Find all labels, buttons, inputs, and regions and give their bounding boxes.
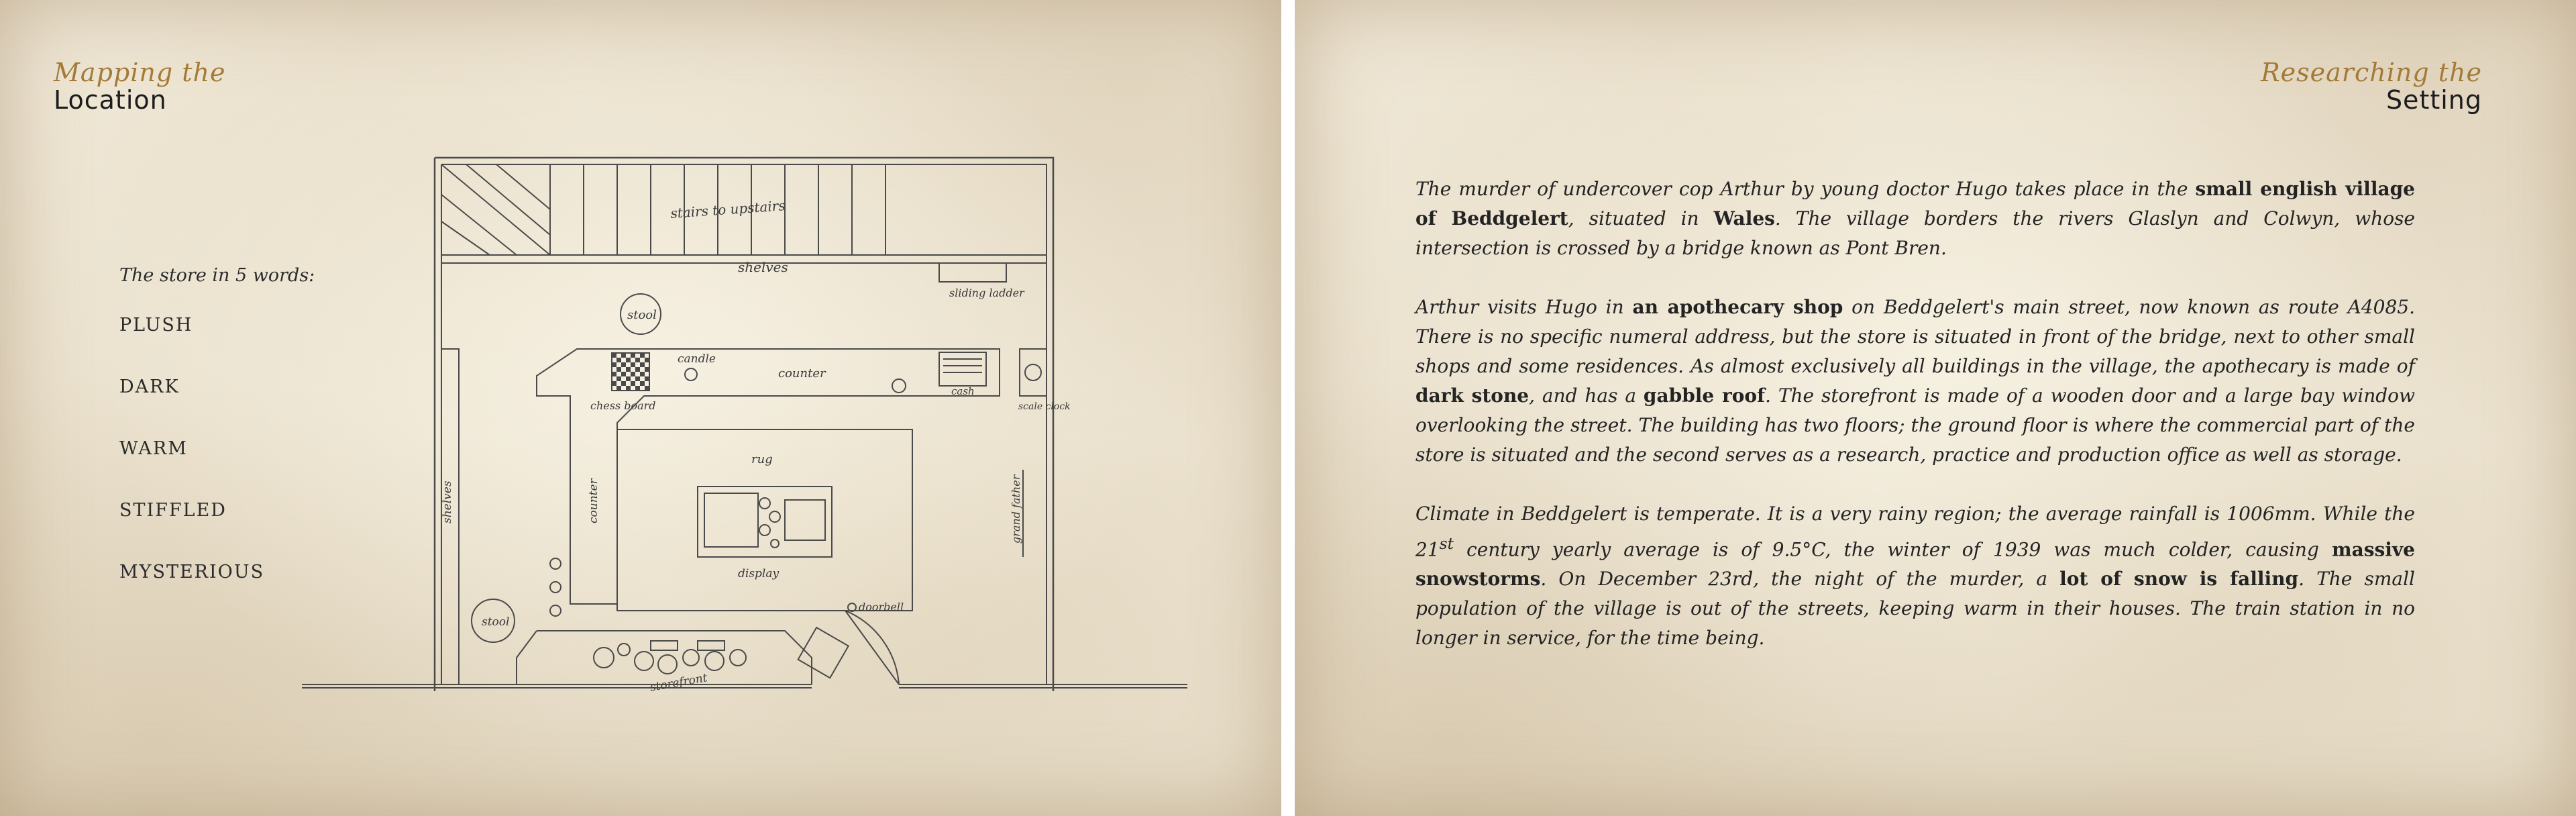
label-storefront: storefront: [649, 671, 708, 695]
heading-main-left: Location: [54, 85, 167, 115]
p1-text: . The village borders the rivers Glaslyn and Colwyn, whose intersection is crossed by a bridge known as Pont Bren.: [1415, 207, 2416, 259]
p3-bold: lot of snow is falling: [2059, 568, 2299, 591]
label-candle: candle: [678, 352, 716, 366]
label-grandfather: grand father: [1010, 474, 1022, 544]
sliding-ladder: [939, 263, 1006, 282]
p3-bold: massive snowstorms: [1415, 538, 2415, 591]
store-word: PLUSH: [119, 315, 193, 336]
store-word: WARM: [119, 438, 188, 459]
paragraph-3: [1415, 499, 2415, 653]
right-page: [1295, 0, 2576, 816]
label-cash: cash: [951, 385, 975, 397]
p3-text: . The small population of the village is out of the streets, keeping warm in their houses. The train station in no longer in service, for the time being.: [1415, 568, 2415, 650]
candle: [685, 368, 697, 380]
p3-sup: st: [1439, 534, 1454, 553]
label-counter-left: counter: [587, 478, 600, 523]
label-stairs: stairs to upstairs: [669, 197, 786, 221]
grandfather-clock: [798, 627, 849, 678]
floor-plan: [295, 148, 1194, 752]
store-words: [119, 265, 315, 624]
label-shelves-left: shelves: [441, 480, 454, 523]
counter: [537, 349, 1000, 604]
label-stool-bottom: stool: [482, 615, 510, 629]
paragraph-2: [1415, 293, 2415, 470]
label-sliding-ladder: sliding ladder: [949, 287, 1024, 299]
label-scale-clock: scale clock: [1018, 401, 1071, 412]
door: [845, 611, 899, 684]
p2-text: , and has a: [1529, 385, 1644, 407]
bay-window: [517, 631, 812, 684]
heading-main-right: Setting: [2385, 85, 2482, 115]
paragraph-1: [1415, 174, 2415, 263]
p1-text: The murder of undercover cop Arthur by young doctor Hugo takes place in the: [1415, 178, 2196, 200]
store-words-title: The store in 5 words:: [119, 265, 315, 286]
p2-bold: dark stone: [1415, 385, 1529, 407]
heading-script-right: Researching the: [2261, 58, 2482, 87]
label-stool-top: stool: [627, 308, 657, 322]
label-doorbell: doorbell: [859, 601, 904, 613]
label-rug: rug: [751, 452, 773, 466]
p1-bold: Wales: [1713, 207, 1775, 230]
p2-bold: gabble roof: [1643, 385, 1766, 407]
store-word: MYSTERIOUS: [119, 562, 265, 582]
p3-text: Climate in Beddgelert is temperate. It is a very rainy region; the average rainfall is 1006mm. While the 21: [1415, 503, 2415, 561]
p1-bold: small english village of Beddgelert: [1415, 178, 2415, 230]
scale-clock: [1020, 349, 1046, 396]
store-word: STIFFLED: [119, 500, 227, 521]
label-shelves-top: shelves: [738, 259, 788, 275]
label-chess-board: chess board: [590, 399, 656, 412]
setting-heading: [2261, 59, 2482, 114]
heading-script-left: Mapping the: [54, 58, 226, 87]
p1-text: , situated in: [1568, 207, 1714, 230]
cash-register: [939, 352, 986, 386]
display-table: [698, 487, 832, 557]
p2-text: . The storefront is made of a wooden door and a large bay window overlooking the street. The building has two floors; the ground floor is where the commercial part of the store is situated and the second serves as a research, practice and production office as well as storage.: [1415, 385, 2415, 466]
p2-bold: an apothecary shop: [1632, 296, 1843, 318]
p3-text: . On December 23rd, the night of the murder, a: [1540, 568, 2060, 591]
location-heading: [54, 59, 225, 114]
p2-text: on Beddgelert's main street, now known as route A4085. There is no specific numeral address, but the store is situated in front of the bridge, next to other small shops and some residences. As almost exclusively all buildings in the village, the apothecary is made of: [1415, 296, 2415, 377]
store-word: DARK: [119, 376, 180, 397]
label-display: display: [738, 567, 780, 580]
label-counter-top: counter: [778, 366, 826, 380]
left-page: [0, 0, 1281, 816]
chess-board: [612, 353, 649, 391]
p2-text: Arthur visits Hugo in: [1415, 296, 1633, 318]
p3-text: century yearly average is of 9.5°C, the winter of 1939 was much colder, causing: [1454, 538, 2332, 561]
setting-text: [1415, 174, 2415, 682]
